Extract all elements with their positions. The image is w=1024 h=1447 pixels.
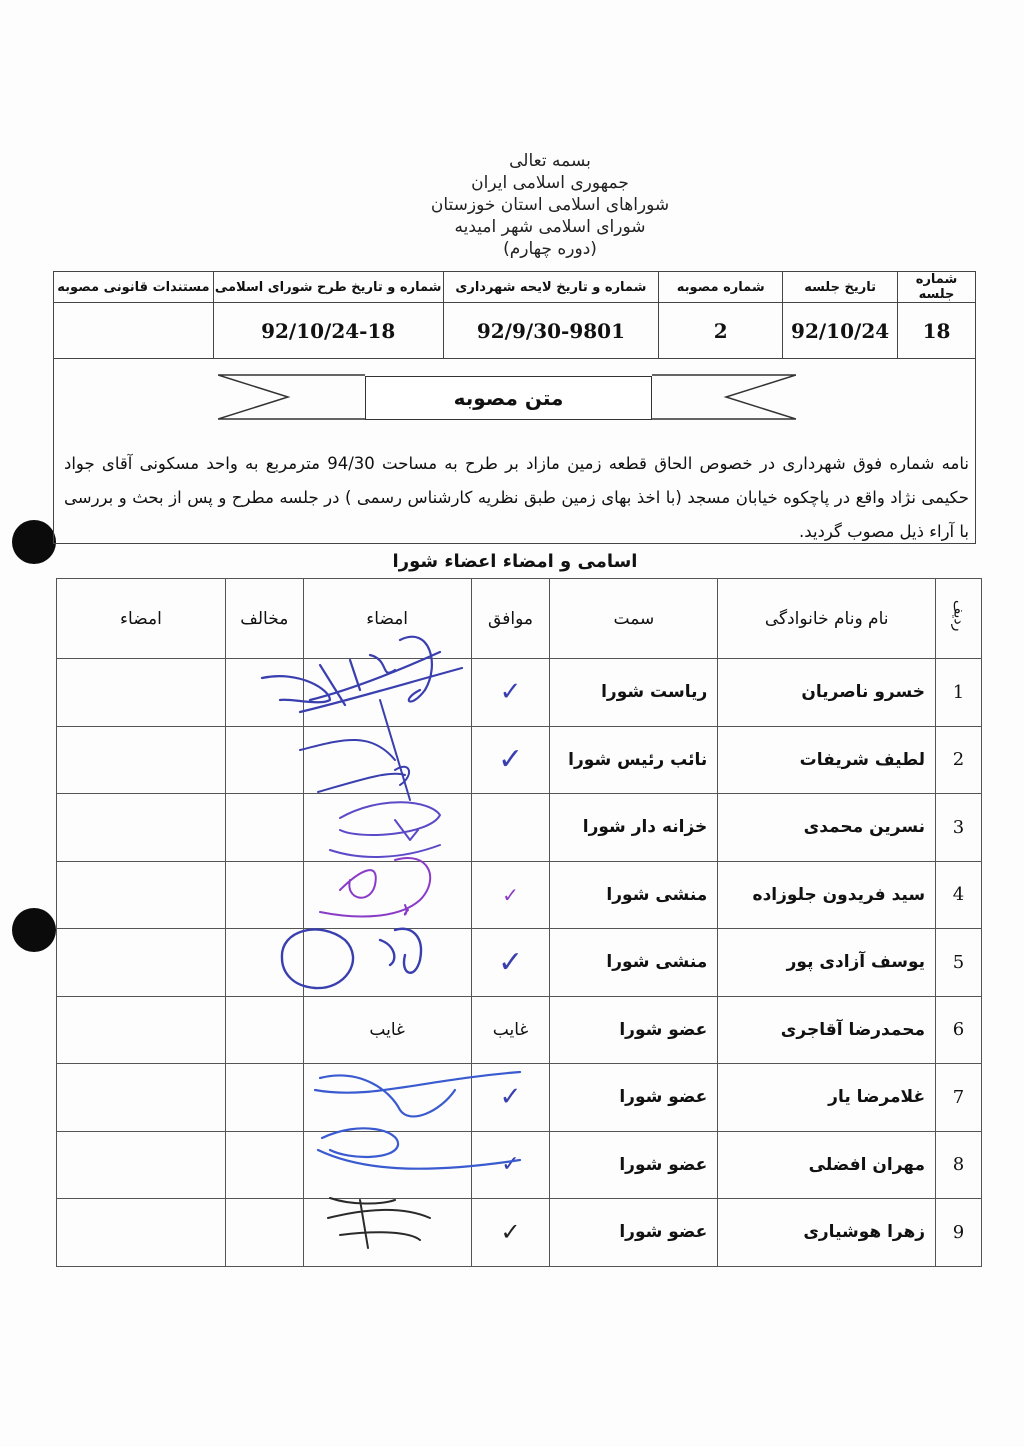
oppose-signature <box>57 929 226 997</box>
meta-header: شماره جلسه <box>898 272 976 303</box>
absent-mark: غایب <box>471 996 550 1064</box>
header-line: شوراهای اسلامی استان خوزستان <box>430 195 670 215</box>
oppose-mark <box>225 861 303 929</box>
col-header-row: ردیف <box>936 579 982 659</box>
checkmark-icon: ✓ <box>501 1152 520 1178</box>
member-position: عضو شورا <box>550 1064 718 1132</box>
meta-header: شماره و تاریخ لایحه شهرداری <box>443 272 659 303</box>
member-position: عضو شورا <box>550 996 718 1064</box>
col-header-name: نام ونام خانوادگی <box>718 579 936 659</box>
checkmark-icon: ✓ <box>499 677 522 708</box>
agree-mark <box>471 1064 550 1132</box>
agree-mark <box>471 659 550 727</box>
member-name: زهرا هوشیاری <box>718 1199 936 1267</box>
member-position: نائب رئیس شورا <box>550 726 718 794</box>
col-header-position: سمت <box>550 579 718 659</box>
oppose-mark <box>225 1064 303 1132</box>
checkmark-icon: ✓ <box>500 1218 521 1247</box>
member-position: ریاست شورا <box>550 659 718 727</box>
member-row <box>57 1131 982 1199</box>
oppose-mark <box>225 726 303 794</box>
agree-signature <box>303 659 471 727</box>
row-number: 8 <box>936 1131 982 1199</box>
agree-mark <box>471 861 550 929</box>
member-position: منشی شورا <box>550 929 718 997</box>
oppose-signature <box>57 861 226 929</box>
agree-mark <box>471 1199 550 1267</box>
oppose-signature <box>57 726 226 794</box>
agree-signature <box>303 726 471 794</box>
member-row <box>57 1064 982 1132</box>
member-name: یوسف آزادی پور <box>718 929 936 997</box>
absent-mark: غایب <box>303 996 471 1064</box>
agree-signature <box>303 1199 471 1267</box>
members-title: اسامی و امضاء اعضاء شورا <box>392 551 638 572</box>
col-header-sign: امضاء <box>57 579 226 659</box>
row-number: 7 <box>936 1064 982 1132</box>
col-header-sign: امضاء <box>303 579 471 659</box>
oppose-mark <box>225 996 303 1064</box>
col-header-oppose: مخالف <box>225 579 303 659</box>
member-row <box>57 726 982 794</box>
agree-signature <box>303 861 471 929</box>
punch-hole <box>12 908 56 952</box>
header-line: شورای اسلامی شهر امیدیه <box>454 217 646 237</box>
header-line: جمهوری اسلامی ایران <box>471 173 629 193</box>
checkmark-icon: ✓ <box>497 944 524 980</box>
oppose-signature <box>57 1131 226 1199</box>
oppose-mark <box>225 1199 303 1267</box>
member-name: نسرین محمدی <box>718 794 936 862</box>
resolution-text: نامه شماره فوق شهرداری در خصوص الحاق قطعه زمین مازاد بر طرح به مساحت 94/30 مترمربع به واحد مسکونی آقای جواد حکیمی نژاد واقع در پاچکوه خیابان مسجد (با اخذ بهای زمین طبق نظریه کارشناس رسمی ) در جلسه مطرح و پس از بحث و بررسی با آراء ذیل مصوب گردید. <box>64 454 969 541</box>
oppose-signature <box>57 659 226 727</box>
member-name: غلامرضا یار <box>718 1064 936 1132</box>
member-name: لطیف شریفات <box>718 726 936 794</box>
member-row <box>57 659 982 727</box>
member-name: سید فریدون جلوزاده <box>718 861 936 929</box>
document-header <box>300 150 800 260</box>
row-number: 1 <box>936 659 982 727</box>
punch-hole <box>12 520 56 564</box>
oppose-signature <box>57 1199 226 1267</box>
member-row <box>57 1199 982 1267</box>
member-position: خزانه دار شورا <box>550 794 718 862</box>
council-plan: 92/10/24-18 <box>213 303 443 359</box>
legal-documents <box>54 303 214 359</box>
member-row <box>57 996 982 1064</box>
meta-header: شماره مصوبه <box>659 272 783 303</box>
oppose-mark <box>225 1131 303 1199</box>
session-date: 92/10/24 <box>783 303 898 359</box>
agree-mark <box>471 794 550 862</box>
row-number: 2 <box>936 726 982 794</box>
row-number: 6 <box>936 996 982 1064</box>
col-header-agree: موافق <box>471 579 550 659</box>
row-number: 9 <box>936 1199 982 1267</box>
session-info-table <box>53 271 976 359</box>
agree-signature <box>303 1064 471 1132</box>
members-table <box>56 578 982 1267</box>
session-number: 18 <box>898 303 976 359</box>
checkmark-icon: ✓ <box>497 742 524 778</box>
meta-header: شماره و تاریخ طرح شورای اسلامی <box>213 272 443 303</box>
agree-signature <box>303 929 471 997</box>
agree-mark <box>471 1131 550 1199</box>
row-number: 3 <box>936 794 982 862</box>
oppose-mark <box>225 929 303 997</box>
member-name: مهران افضلی <box>718 1131 936 1199</box>
resolution-number: 2 <box>659 303 783 359</box>
row-number: 5 <box>936 929 982 997</box>
oppose-signature <box>57 996 226 1064</box>
header-line: (دوره چهارم) <box>503 239 597 259</box>
member-name: خسرو ناصریان <box>718 659 936 727</box>
meta-header: تاریخ جلسه <box>783 272 898 303</box>
municipality-bill: 92/9/30-9801 <box>443 303 659 359</box>
meta-header: مستندات قانونی مصوبه <box>54 272 214 303</box>
checkmark-icon: ✓ <box>499 1082 522 1113</box>
member-row <box>57 929 982 997</box>
oppose-mark <box>225 659 303 727</box>
agree-mark <box>471 726 550 794</box>
member-position: عضو شورا <box>550 1199 718 1267</box>
agree-signature <box>303 794 471 862</box>
agree-signature <box>303 1131 471 1199</box>
oppose-signature <box>57 794 226 862</box>
member-row <box>57 861 982 929</box>
member-position: عضو شورا <box>550 1131 718 1199</box>
member-name: محمدرضا آقاجری <box>718 996 936 1064</box>
oppose-signature <box>57 1064 226 1132</box>
resolution-title: متن مصوبه <box>365 376 652 420</box>
header-line: بسمه تعالی <box>509 151 591 171</box>
checkmark-icon: ✓ <box>502 882 519 907</box>
member-row <box>57 794 982 862</box>
oppose-mark <box>225 794 303 862</box>
row-number: 4 <box>936 861 982 929</box>
agree-mark <box>471 929 550 997</box>
member-position: منشی شورا <box>550 861 718 929</box>
